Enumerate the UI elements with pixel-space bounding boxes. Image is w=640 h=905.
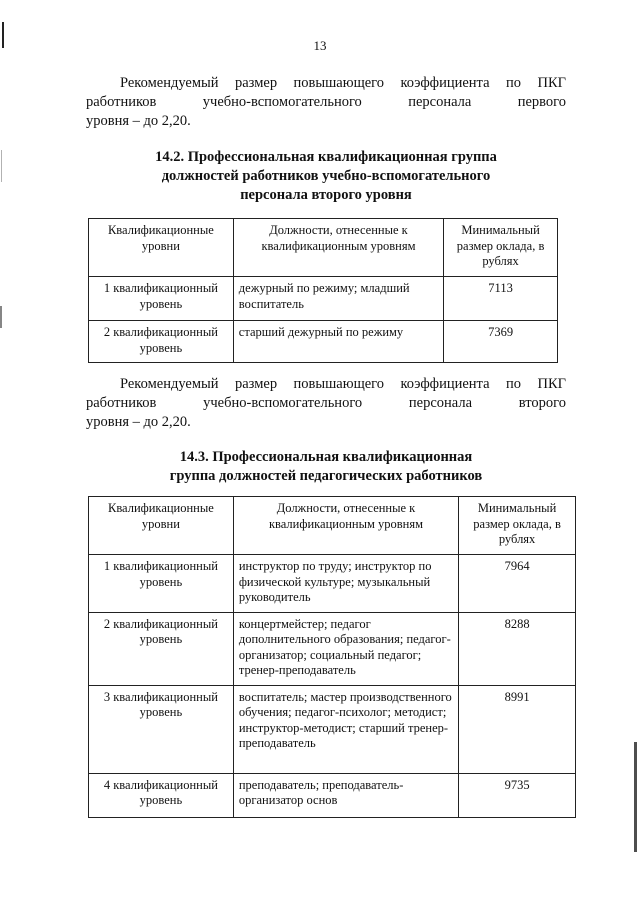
level-cell: 3 квалификационный уровень <box>89 685 234 773</box>
header-cell: Минимальный размер оклада, в рублях <box>459 497 576 555</box>
title-line: должностей работников учебно-вспомогательного <box>161 168 491 184</box>
salary-table-14-3 <box>88 496 576 818</box>
section-title-14-3 <box>86 448 566 486</box>
salary-cell: 8288 <box>459 612 576 685</box>
table-row <box>89 277 558 321</box>
title-line: 14.2. Профессиональная квалификационная группа <box>155 149 497 165</box>
paragraph-line: Рекомендуемый размер повышающего коэффициента по ПКГ <box>120 376 566 392</box>
scan-edge-mark-left-mid <box>0 306 2 328</box>
level-cell: 2 квалификационный уровень <box>89 321 234 363</box>
section-title-14-2 <box>86 148 566 205</box>
header-cell: Должности, отнесенные к квалификационным уровням <box>233 219 443 277</box>
recommendation-paragraph-1 <box>86 74 566 131</box>
table-row <box>89 612 576 685</box>
table-header-row <box>89 219 558 277</box>
header-cell: Квалификационные уровни <box>89 497 234 555</box>
level-cell: 4 квалификационный уровень <box>89 773 234 817</box>
paragraph-line: уровня – до 2,20. <box>86 414 191 430</box>
level-cell: 1 квалификационный уровень <box>89 555 234 613</box>
paragraph-line: работников учебно-вспомогательного персонала первого <box>86 94 566 110</box>
header-cell: Минимальный размер оклада, в рублях <box>444 219 558 277</box>
title-line: 14.3. Профессиональная квалификационная <box>179 449 473 465</box>
recommendation-paragraph-2 <box>86 375 566 432</box>
paragraph-line: Рекомендуемый размер повышающего коэффициента по ПКГ <box>120 75 566 91</box>
positions-cell: воспитатель; мастер производственного обучения; педагог-психолог; методист; инструктор-методист; старший тренер-преподаватель <box>233 685 458 773</box>
positions-cell: преподаватель; преподаватель-организатор основ <box>233 773 458 817</box>
salary-cell: 7113 <box>444 277 558 321</box>
salary-table-14-2 <box>88 218 558 363</box>
positions-cell: инструктор по труду; инструктор по физической культуре; музыкальный руководитель <box>233 555 458 613</box>
scan-edge-mark-left-dots <box>1 150 2 182</box>
title-line: группа должностей педагогических работников <box>169 468 483 484</box>
salary-cell: 8991 <box>459 685 576 773</box>
table-row <box>89 555 576 613</box>
scan-edge-mark-right <box>634 742 637 852</box>
header-cell: Должности, отнесенные к квалификационным уровням <box>233 497 458 555</box>
paragraph-line: уровня – до 2,20. <box>86 113 191 129</box>
positions-cell: старший дежурный по режиму <box>233 321 443 363</box>
positions-cell: концертмейстер; педагог дополнительного образования; педагог-организатор; социальный педагог; тренер-преподаватель <box>233 612 458 685</box>
page-number: 13 <box>313 38 327 53</box>
level-cell: 1 квалификационный уровень <box>89 277 234 321</box>
salary-cell: 7964 <box>459 555 576 613</box>
table-row <box>89 321 558 363</box>
header-cell: Квалификационные уровни <box>89 219 234 277</box>
salary-cell: 7369 <box>444 321 558 363</box>
positions-cell: дежурный по режиму; младший воспитатель <box>233 277 443 321</box>
level-cell: 2 квалификационный уровень <box>89 612 234 685</box>
paragraph-line: работников учебно-вспомогательного персонала второго <box>86 395 566 411</box>
title-line: персонала второго уровня <box>240 187 412 203</box>
table-row <box>89 685 576 773</box>
table-header-row <box>89 497 576 555</box>
salary-cell: 9735 <box>459 773 576 817</box>
table-row <box>89 773 576 817</box>
